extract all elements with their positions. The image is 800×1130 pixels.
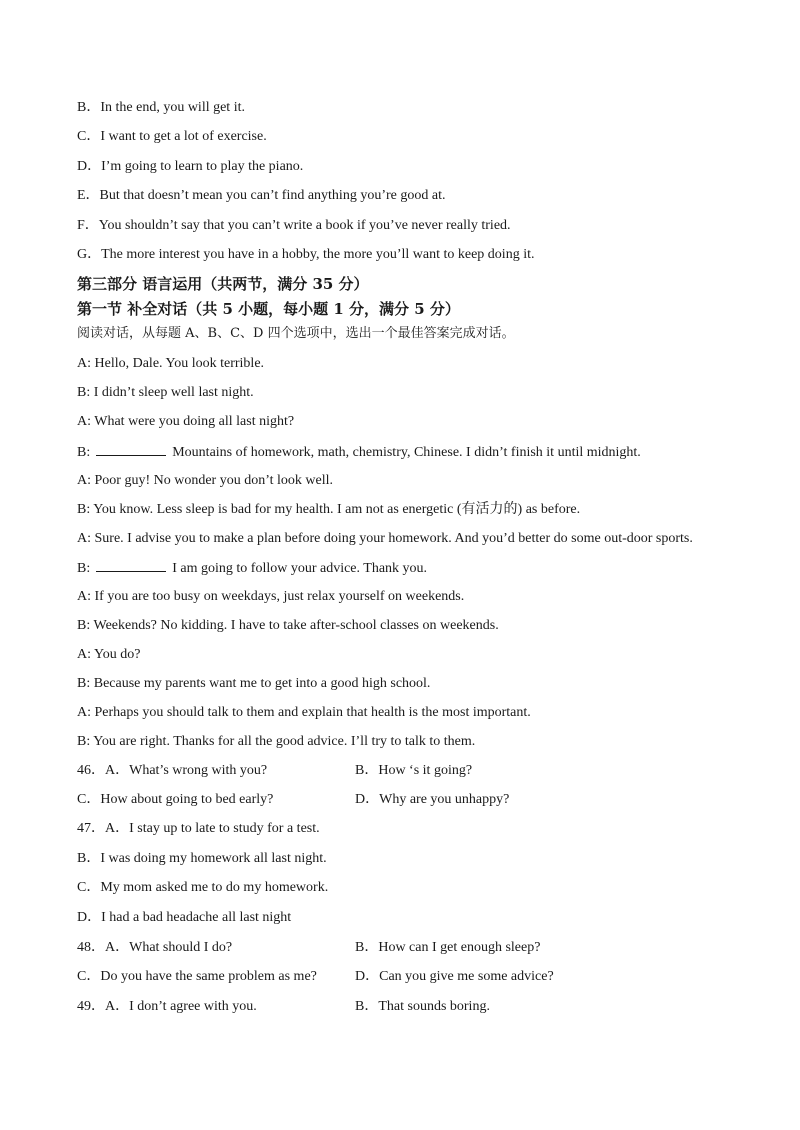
q47-option-a: 47．A．I stay up to late to study for a test.: [77, 821, 320, 836]
dialogue-line-8: [77, 559, 427, 578]
dialogue-line-13: A: Perhaps you should talk to them and explain that health is the most important.: [77, 705, 531, 720]
q49-option-b: B．That sounds boring.: [355, 999, 490, 1014]
q49-option-a: 49．A．I don’t agree with you.: [77, 999, 257, 1014]
dialogue-line-6: B: You know. Less sleep is bad for my health. I am not as energetic (有活力的) as before.: [77, 502, 581, 517]
option-b: B．In the end, you will get it.: [77, 100, 245, 115]
option-e: E．But that doesn’t mean you can’t find anything you’re good at.: [77, 188, 446, 203]
dialogue-line-11: A: You do?: [77, 647, 141, 662]
dialogue-line-5: A: Poor guy! No wonder you don’t look well.: [77, 473, 333, 488]
dialogue-text: I am going to follow your advice. Thank you.: [172, 561, 428, 576]
q47-option-c: C．My mom asked me to do my homework.: [77, 880, 329, 895]
q46-option-c: C．How about going to bed early?: [77, 792, 274, 807]
answer-blank-47: [96, 559, 166, 572]
section1-heading: 第一节 补全对话（共 5 小题，每小题 1 分，满分 5 分）: [77, 300, 460, 318]
q48-option-d: D．Can you give me some advice?: [355, 969, 554, 984]
option-c: C．I want to get a lot of exercise.: [77, 129, 267, 144]
dialogue-line-2: B: I didn’t sleep well last night.: [77, 385, 254, 400]
q47-option-d: D．I had a bad headache all last night: [77, 910, 292, 925]
part3-heading: 第三部分 语言运用（共两节，满分 35 分）: [77, 275, 369, 293]
q46-option-b: B．How ‘s it going?: [355, 763, 473, 778]
q47-option-b: B．I was doing my homework all last night.: [77, 851, 327, 866]
q48-option-b: B．How can I get enough sleep?: [355, 940, 541, 955]
instruction-text: 阅读对话，从每题 A、B、C、D 四个选项中，选出一个最佳答案完成对话。: [77, 326, 515, 341]
dialogue-line-7: A: Sure. I advise you to make a plan before doing your homework. And you’d better do some out-door sports.: [77, 531, 693, 546]
answer-blank-46: [96, 443, 166, 456]
option-d: D．I’m going to learn to play the piano.: [77, 159, 304, 174]
dialogue-line-12: B: Because my parents want me to get into a good high school.: [77, 676, 431, 691]
dialogue-text: Mountains of homework, math, chemistry, Chinese. I didn’t finish it until midnight.: [172, 445, 641, 460]
dialogue-line-14: B: You are right. Thanks for all the good advice. I’ll try to talk to them.: [77, 734, 476, 749]
speaker-label: B:: [77, 445, 91, 460]
q46-option-d: D．Why are you unhappy?: [355, 792, 510, 807]
option-g: G．The more interest you have in a hobby, the more you’ll want to keep doing it.: [77, 247, 535, 262]
dialogue-line-4: [77, 443, 641, 462]
dialogue-line-3: A: What were you doing all last night?: [77, 414, 295, 429]
q48-option-a: 48．A．What should I do?: [77, 940, 233, 955]
dialogue-line-9: A: If you are too busy on weekdays, just relax yourself on weekends.: [77, 589, 465, 604]
q46-option-a: 46．A．What’s wrong with you?: [77, 763, 268, 778]
speaker-label: B:: [77, 561, 91, 576]
option-f: F．You shouldn’t say that you can’t write a book if you’ve never really tried.: [77, 218, 511, 233]
dialogue-line-10: B: Weekends? No kidding. I have to take after-school classes on weekends.: [77, 618, 499, 633]
dialogue-line-1: A: Hello, Dale. You look terrible.: [77, 356, 265, 371]
q48-option-c: C．Do you have the same problem as me?: [77, 969, 317, 984]
